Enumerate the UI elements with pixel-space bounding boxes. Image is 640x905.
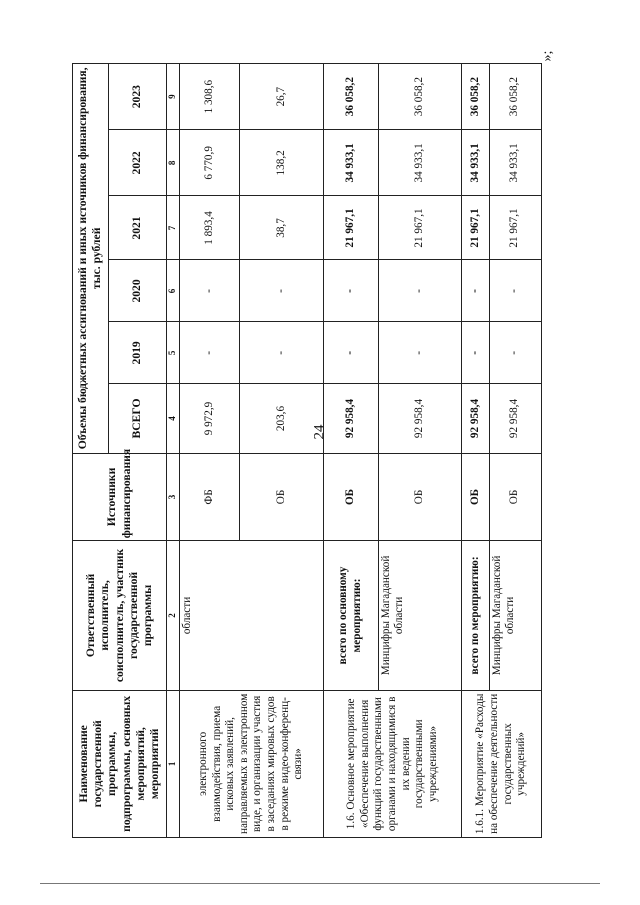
value-2022: 34 933,1 xyxy=(489,130,541,196)
header-source: Источники финансирования xyxy=(73,453,167,541)
value-2019: - xyxy=(179,322,240,384)
value-2022: 34 933,1 xyxy=(324,130,378,196)
value-total: 92 958,4 xyxy=(324,384,378,453)
rotated-table-container xyxy=(72,63,542,838)
source-cell: ФБ xyxy=(179,453,240,541)
value-2023: 36 058,2 xyxy=(462,64,489,130)
source-cell: ОБ xyxy=(378,453,462,541)
col-number: 4 xyxy=(167,384,180,453)
value-2020: - xyxy=(179,260,240,322)
source-cell: ОБ xyxy=(489,453,541,541)
row-name-cell: 1.6. Основное мероприятие «Обеспечение выполнения функций государственными органами и находящимися в их ведении государственными учреждениями» xyxy=(324,690,462,837)
financing-table xyxy=(72,63,542,838)
header-responsible: Ответственный исполнитель, соисполнитель, участник государственной программы xyxy=(73,541,167,690)
value-2019: - xyxy=(324,322,378,384)
value-2021: 21 967,1 xyxy=(489,196,541,260)
col-number: 1 xyxy=(167,690,180,837)
col-number: 7 xyxy=(167,196,180,260)
value-2021: 21 967,1 xyxy=(462,196,489,260)
header-year-2019: 2019 xyxy=(108,322,167,384)
col-number: 6 xyxy=(167,260,180,322)
col-number: 5 xyxy=(167,322,180,384)
value-2023: 36 058,2 xyxy=(489,64,541,130)
table-row xyxy=(324,64,378,838)
row-responsible-cell: Минцифры Магаданской области xyxy=(489,541,541,690)
value-total: 92 958,4 xyxy=(462,384,489,453)
value-2022: 6 770,9 xyxy=(179,130,240,196)
table-end-mark: »; xyxy=(540,50,555,62)
row-name-cell: 1.6.1. Мероприятие «Расходы на обеспечение деятельности государственных учреждений» xyxy=(462,690,542,837)
column-number-row xyxy=(167,64,180,838)
header-row-1 xyxy=(73,64,109,838)
value-2021: 38,7 xyxy=(240,196,324,260)
value-2022: 34 933,1 xyxy=(462,130,489,196)
value-2022: 138,2 xyxy=(240,130,324,196)
row-responsible-cell: всего по основному мероприятию: xyxy=(324,541,378,690)
header-year-2021: 2021 xyxy=(108,196,167,260)
source-cell: ОБ xyxy=(324,453,378,541)
row-name-cell: электронного взаимодействия, приема исковых заявлений, направляемых в электронном виде, и организации участия в заседаниях мировых судов в режиме видео-конференц-связи» xyxy=(179,690,323,837)
value-total: 203,6 xyxy=(240,384,324,453)
page-number: 24 xyxy=(311,424,328,440)
value-2021: 21 967,1 xyxy=(378,196,462,260)
source-cell: ОБ xyxy=(240,453,324,541)
value-2022: 34 933,1 xyxy=(378,130,462,196)
value-2023: 1 308,6 xyxy=(179,64,240,130)
col-number: 3 xyxy=(167,453,180,541)
value-2020: - xyxy=(378,260,462,322)
value-2019: - xyxy=(240,322,324,384)
value-2023: 36 058,2 xyxy=(378,64,462,130)
row-responsible-cell: всего по мероприятию: xyxy=(462,541,489,690)
value-2021: 21 967,1 xyxy=(324,196,378,260)
value-2023: 36 058,2 xyxy=(324,64,378,130)
value-2021: 1 893,4 xyxy=(179,196,240,260)
header-volumes: Объемы бюджетных ассигнований и иных источников финансирования, тыс. рублей xyxy=(73,64,109,454)
source-cell: ОБ xyxy=(462,453,489,541)
value-2019: - xyxy=(378,322,462,384)
value-2023: 26,7 xyxy=(240,64,324,130)
row-responsible-cell: области xyxy=(179,541,323,690)
header-total: ВСЕГО xyxy=(108,384,167,453)
col-number: 9 xyxy=(167,64,180,130)
table-row xyxy=(179,64,240,838)
value-2019: - xyxy=(462,322,489,384)
value-2020: - xyxy=(324,260,378,322)
row-responsible-cell: Минцифры Магаданской области xyxy=(378,541,462,690)
value-2020: - xyxy=(240,260,324,322)
header-name: Наименование государственной программы, подпрограммы, основных мероприятий, мероприятий xyxy=(73,690,167,837)
table-row xyxy=(462,64,489,838)
bottom-rule xyxy=(40,883,600,884)
value-total: 9 972,9 xyxy=(179,384,240,453)
value-2019: - xyxy=(489,322,541,384)
header-year-2023: 2023 xyxy=(108,64,167,130)
value-total: 92 958,4 xyxy=(378,384,462,453)
value-total: 92 958,4 xyxy=(489,384,541,453)
col-number: 8 xyxy=(167,130,180,196)
col-number: 2 xyxy=(167,541,180,690)
header-year-2022: 2022 xyxy=(108,130,167,196)
header-year-2020: 2020 xyxy=(108,260,167,322)
value-2020: - xyxy=(489,260,541,322)
value-2020: - xyxy=(462,260,489,322)
